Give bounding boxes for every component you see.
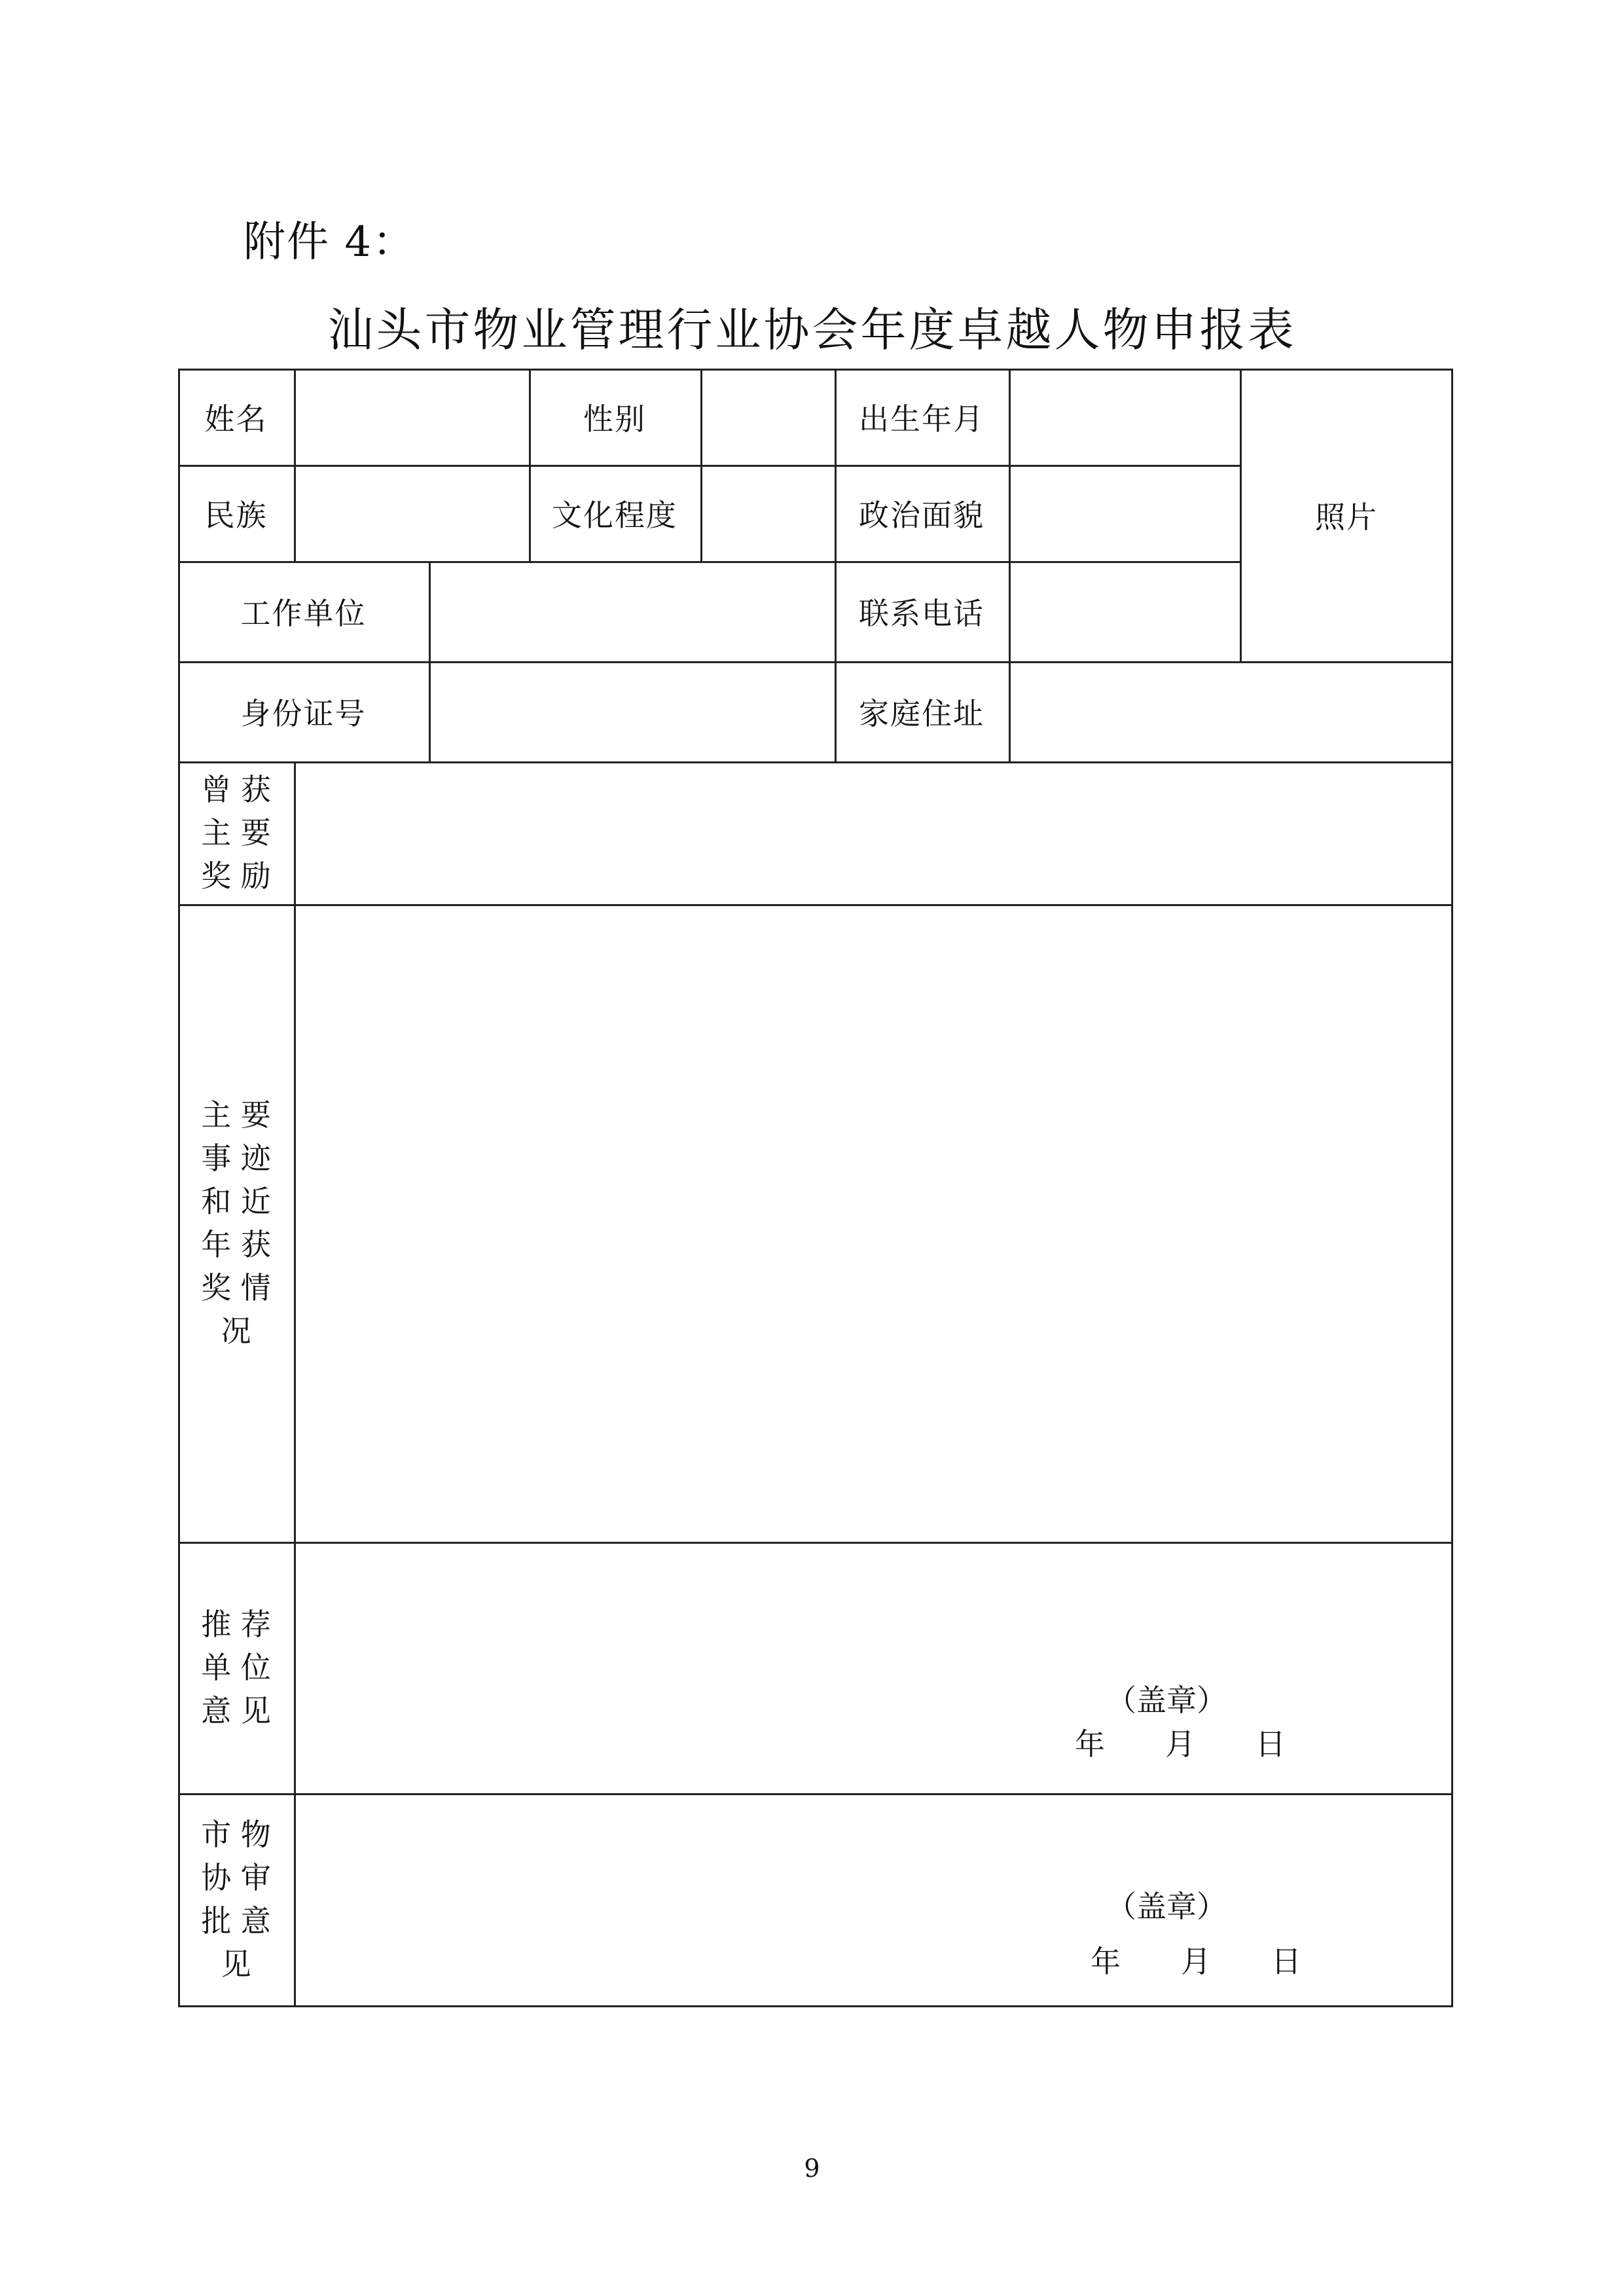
address-field[interactable] [1011, 661, 1451, 761]
deeds-label-line-3: 和 近 [201, 1184, 271, 1219]
recommend-seal: （盖章） [1106, 1683, 1227, 1718]
review-seal: （盖章） [1106, 1889, 1227, 1924]
gender-label: 性别 [583, 401, 646, 437]
table-border-bottom [178, 2005, 1453, 2007]
birth-field[interactable] [1011, 369, 1240, 465]
page-number: 9 [804, 2154, 820, 2183]
photo-cell: 照片 [1315, 499, 1378, 535]
phone-field[interactable] [1011, 561, 1240, 661]
review-label-line-3: 批 意 [201, 1903, 271, 1939]
deeds-label [178, 904, 294, 1542]
deeds-field[interactable] [296, 904, 1451, 1542]
review-date: 年 月 日 [1091, 1944, 1301, 1979]
phone-label: 联系电话 [859, 595, 984, 631]
address-label: 家庭住址 [859, 695, 984, 731]
deeds-label-line-1: 主 要 [201, 1097, 271, 1133]
review-label [178, 1793, 294, 2005]
ethnicity-label: 民族 [204, 497, 268, 533]
employer-label: 工作单位 [240, 595, 367, 631]
name-field[interactable] [296, 369, 529, 465]
awards-label [178, 761, 294, 904]
recommend-date: 年 月 日 [1075, 1726, 1286, 1762]
gender-field[interactable] [702, 369, 835, 465]
ethnicity-field[interactable] [296, 465, 529, 561]
deeds-label-line-4: 年 获 [201, 1227, 271, 1262]
awards-label-line-2: 主 要 [201, 815, 271, 850]
awards-field[interactable] [296, 761, 1451, 904]
deeds-label-line-6: 况 [221, 1313, 251, 1349]
political-label: 政治面貌 [859, 497, 984, 533]
recommend-label-line-3: 意 见 [201, 1693, 271, 1728]
recommend-label-line-2: 单 位 [201, 1650, 271, 1685]
employer-field[interactable] [431, 561, 835, 661]
recommend-label [178, 1542, 294, 1793]
review-label-line-2: 协 审 [201, 1860, 271, 1895]
review-label-line-4: 见 [221, 1946, 251, 1982]
id-label: 身份证号 [240, 695, 367, 731]
deeds-label-line-2: 事 迹 [201, 1140, 271, 1176]
attachment-label: 附件 4： [244, 218, 416, 266]
awards-label-line-1: 曾 获 [201, 772, 271, 807]
awards-label-line-3: 奖 励 [201, 858, 271, 894]
education-field[interactable] [702, 465, 835, 561]
name-label: 姓名 [204, 401, 268, 437]
political-field[interactable] [1011, 465, 1240, 561]
application-form-table [178, 369, 1453, 2007]
deeds-label-line-5: 奖 情 [201, 1270, 271, 1305]
form-title: 汕头市物业管理行业协会年度卓越人物申报表 [327, 303, 1297, 357]
id-field[interactable] [431, 661, 835, 761]
birth-label: 出生年月 [859, 401, 984, 437]
review-label-line-1: 市 物 [201, 1817, 271, 1852]
education-label: 文化程度 [552, 497, 677, 533]
recommend-label-line-1: 推 荐 [201, 1607, 271, 1642]
